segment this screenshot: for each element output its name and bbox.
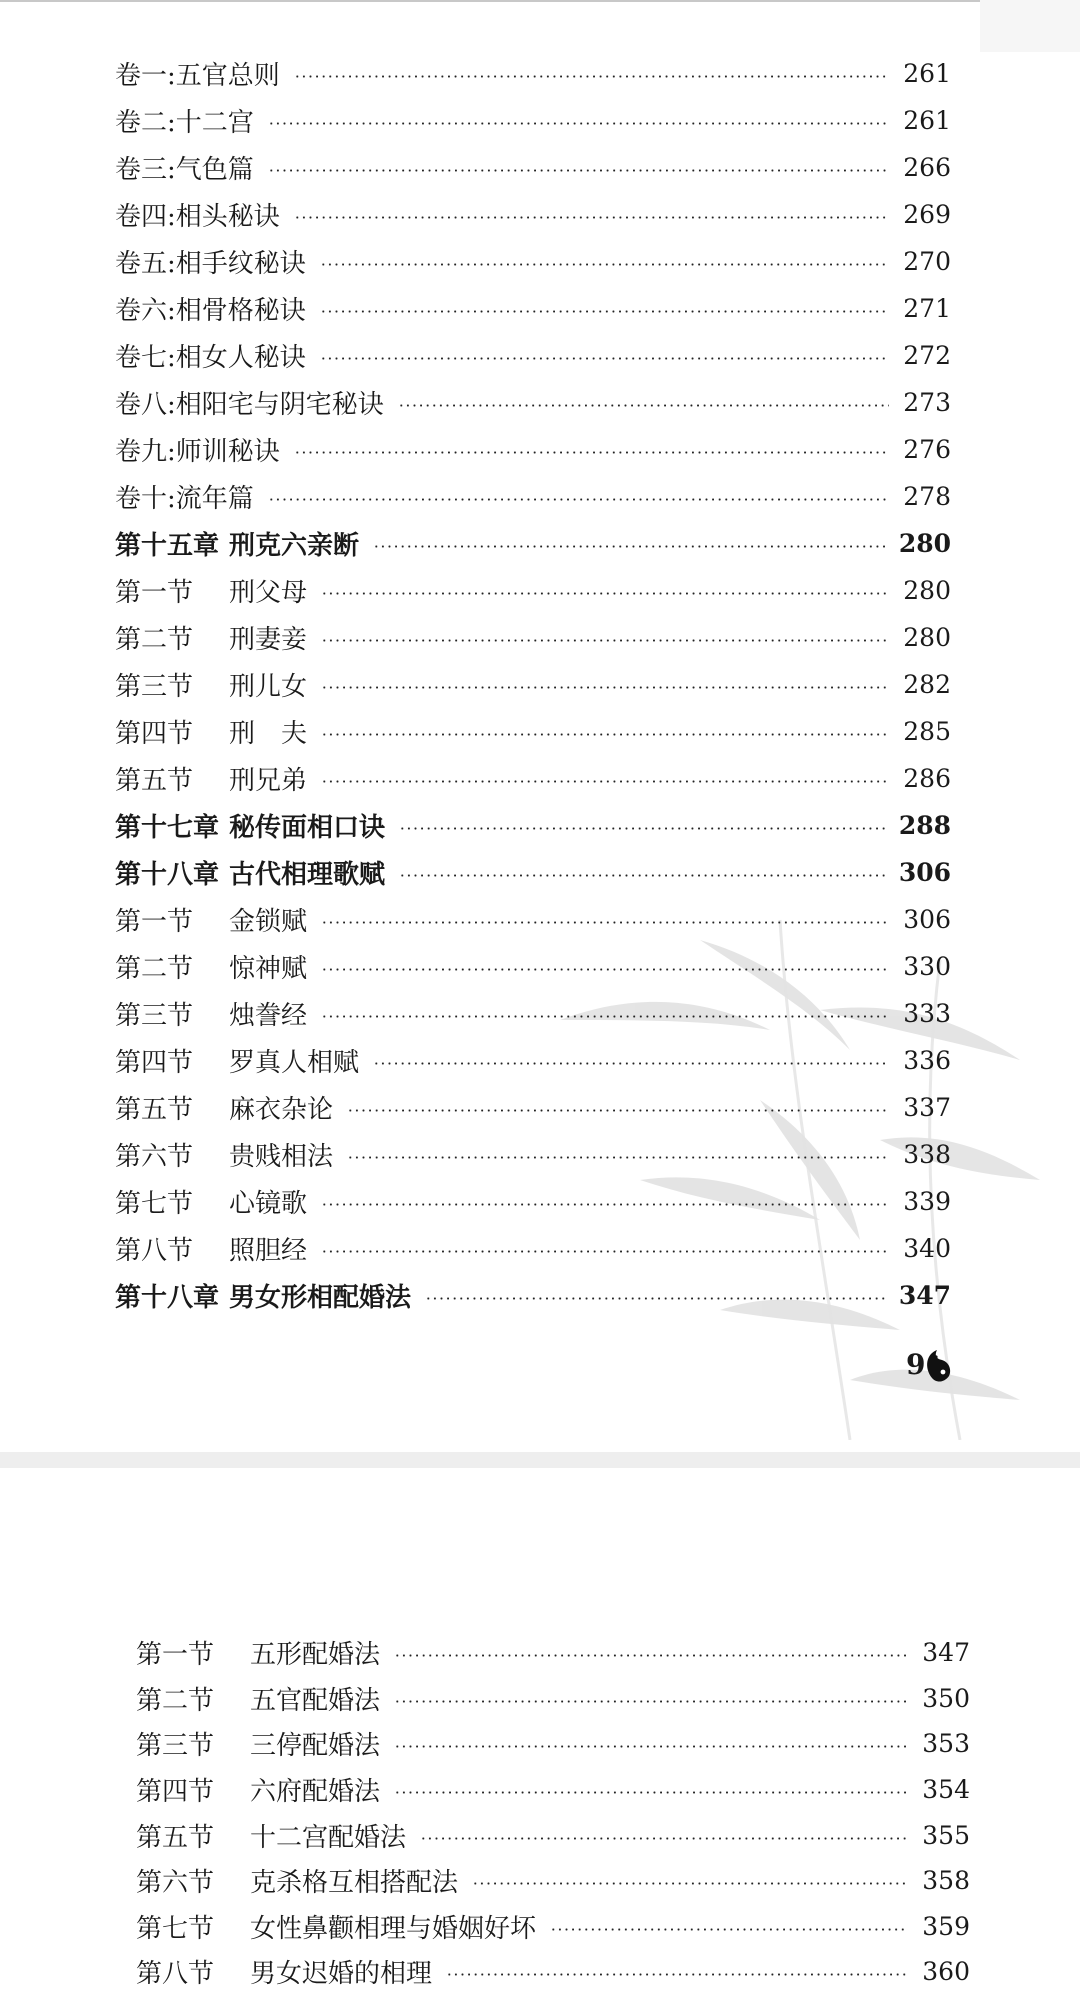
toc-entry-text: 刑 夫 <box>229 719 308 749</box>
toc-entry <box>115 802 951 849</box>
toc-entry-title <box>115 854 385 891</box>
toc-entry-text: 男女形相配婚法 <box>229 1283 412 1313</box>
toc-entry-title <box>115 149 254 186</box>
toc-entry-title <box>136 1680 380 1717</box>
dot-leader <box>268 169 890 172</box>
dot-leader <box>398 404 890 407</box>
toc-entry-page: 278 <box>903 482 951 511</box>
toc-entry-text: 金锁赋 <box>229 907 308 937</box>
toc-entry-label: 第三节 <box>115 1001 194 1031</box>
toc-entry <box>136 1767 970 1813</box>
toc-entry <box>136 1904 970 1950</box>
toc-entry-title <box>115 901 307 938</box>
toc-entry <box>115 1084 951 1131</box>
toc-entry-page: 359 <box>922 1911 970 1941</box>
dot-leader <box>394 1791 908 1794</box>
toc-entry <box>115 332 951 379</box>
dot-leader <box>550 1928 908 1931</box>
toc-entry-page: 288 <box>898 811 951 840</box>
toc-entry <box>115 473 951 520</box>
toc-entry-label: 第二节 <box>136 1685 215 1716</box>
dot-leader <box>373 545 885 548</box>
dot-leader <box>394 1654 908 1657</box>
toc-entry <box>115 1037 951 1084</box>
dot-leader <box>321 780 889 783</box>
toc-entry-label: 第三节 <box>115 672 194 702</box>
toc-entry-text: 卷五:相手纹秘诀 <box>115 249 306 279</box>
toc-entry-page: 355 <box>922 1820 970 1850</box>
toc-entry-text: 麻衣杂论 <box>229 1095 334 1125</box>
toc-page-lower <box>0 1468 1080 1991</box>
toc-entry <box>115 191 951 238</box>
toc-entry-text: 五官配婚法 <box>250 1685 381 1716</box>
dot-leader <box>399 827 885 830</box>
toc-entry-text: 卷八:相阳宅与阴宅秘诀 <box>115 390 384 420</box>
toc-entry-title <box>115 243 306 280</box>
toc-entry-label: 第六节 <box>136 1868 215 1899</box>
dot-leader <box>320 357 890 360</box>
dot-leader <box>373 1062 889 1065</box>
toc-entry <box>115 1178 951 1225</box>
toc-entry-text: 六府配婚法 <box>250 1777 381 1808</box>
toc-entry-title <box>115 384 384 421</box>
toc-entry <box>115 426 951 473</box>
toc-entry-title <box>136 1908 536 1945</box>
toc-entry-text: 惊神赋 <box>229 954 308 984</box>
toc-entry-page: 358 <box>922 1866 970 1896</box>
toc-entry-page: 282 <box>903 670 951 699</box>
toc-entry-label: 第十八章 <box>115 1283 220 1313</box>
dot-leader <box>321 733 889 736</box>
dot-leader <box>268 498 890 501</box>
toc-entry-text: 女性鼻颧相理与婚姻好坏 <box>250 1913 537 1944</box>
toc-entry <box>115 1272 951 1319</box>
dot-leader <box>320 310 890 313</box>
toc-entry-label: 第四节 <box>115 1048 194 1078</box>
toc-entry-label: 第四节 <box>136 1777 215 1808</box>
toc-entry-text: 秘传面相口诀 <box>229 813 386 843</box>
top-border <box>0 0 1000 2</box>
toc-entry-page: 270 <box>903 247 951 276</box>
toc-entry-text: 卷九:师训秘诀 <box>115 437 280 467</box>
toc-entry-label: 第七节 <box>136 1913 215 1944</box>
dot-leader <box>294 75 890 78</box>
dot-leader <box>399 874 885 877</box>
toc-entry-page: 269 <box>903 200 951 229</box>
dot-leader <box>321 968 889 971</box>
toc-entry-text: 古代相理歌赋 <box>229 860 386 890</box>
toc-entry-title <box>115 102 254 139</box>
toc-entry <box>115 238 951 285</box>
toc-entry-label: 第四节 <box>115 719 194 749</box>
toc-entry <box>115 896 951 943</box>
toc-entry-title <box>115 1136 333 1173</box>
toc-entry-page: 273 <box>903 388 951 417</box>
toc-entry-title <box>115 1042 359 1079</box>
page-gap <box>0 1452 1080 1468</box>
toc-entry-text: 克杀格互相搭配法 <box>250 1868 459 1899</box>
toc-entry-page: 339 <box>903 1187 951 1216</box>
toc-entry-title <box>136 1725 380 1762</box>
toc-entry-title <box>115 619 307 656</box>
toc-entry <box>115 849 951 896</box>
toc-entry-page: 280 <box>903 623 951 652</box>
toc-entry-text: 三停配婚法 <box>250 1731 381 1762</box>
toc-entry <box>115 1131 951 1178</box>
toc-entry <box>115 755 951 802</box>
page-number: 9 <box>906 1348 926 1381</box>
toc-entry-title <box>115 525 359 562</box>
dot-leader <box>321 1250 889 1253</box>
toc-entry <box>136 1630 970 1676</box>
toc-entry <box>136 1676 970 1722</box>
toc-entry-page: 347 <box>922 1638 970 1668</box>
toc-entry-text: 照胆经 <box>229 1236 308 1266</box>
toc-entry-text: 十二宫配婚法 <box>250 1822 407 1853</box>
toc-entry-page: 338 <box>903 1140 951 1169</box>
toc-entry-label: 第十五章 <box>115 531 220 561</box>
dot-leader <box>321 1203 889 1206</box>
toc-entry-title <box>136 1817 406 1854</box>
toc-entry-text: 卷三:气色篇 <box>115 155 254 185</box>
dot-leader <box>268 122 890 125</box>
dot-leader <box>321 921 889 924</box>
toc-entry-title <box>115 55 280 92</box>
toc-entry-title <box>115 572 307 609</box>
toc-entry-page: 261 <box>903 59 951 88</box>
toc-entry <box>115 379 951 426</box>
toc-entry-title <box>136 1634 380 1671</box>
toc-entry-title <box>115 1089 333 1126</box>
toc-entry-label: 第八节 <box>136 1959 215 1990</box>
toc-entry <box>136 1812 970 1858</box>
toc-entry-title <box>115 807 385 844</box>
toc-entry-label: 第五节 <box>115 766 194 796</box>
toc-entry-title <box>115 290 306 327</box>
toc-entry-text: 刑妻妾 <box>229 625 308 655</box>
dot-leader <box>446 1973 908 1976</box>
yin-yang-icon <box>922 1348 952 1384</box>
toc-entry-title <box>115 478 254 515</box>
toc-entry-page: 261 <box>903 106 951 135</box>
toc-entry-text: 卷四:相头秘诀 <box>115 202 280 232</box>
toc-entry-page: 276 <box>903 435 951 464</box>
toc-entry-text: 卷一:五官总则 <box>115 61 280 91</box>
toc-entry <box>136 1858 970 1904</box>
toc-entry-page: 280 <box>903 576 951 605</box>
toc-entry-title <box>115 1277 411 1314</box>
toc-entry <box>115 97 951 144</box>
toc-entry-title <box>115 760 307 797</box>
dot-leader <box>294 216 890 219</box>
toc-entry-page: 333 <box>903 999 951 1028</box>
toc-entry-title <box>136 1862 458 1899</box>
dot-leader <box>321 639 889 642</box>
toc-entry <box>115 708 951 755</box>
toc-entry-text: 罗真人相赋 <box>229 1048 360 1078</box>
toc-entry-text: 卷六:相骨格秘诀 <box>115 296 306 326</box>
toc-entry-label: 第五节 <box>115 1095 194 1125</box>
toc-entry-text: 刑兄弟 <box>229 766 308 796</box>
dot-leader <box>420 1837 908 1840</box>
toc-entry-page: 347 <box>898 1281 951 1310</box>
toc-entry <box>136 1721 970 1767</box>
toc-entry-label: 第六节 <box>115 1142 194 1172</box>
toc-entry-label: 第一节 <box>136 1640 215 1671</box>
toc-entry-label: 第十七章 <box>115 813 220 843</box>
dot-leader <box>347 1156 889 1159</box>
toc-entry-page: 330 <box>903 952 951 981</box>
toc-entry <box>115 943 951 990</box>
toc-entry-page: 271 <box>903 294 951 323</box>
toc-entry-label: 第十八章 <box>115 860 220 890</box>
toc-entry-text: 卷七:相女人秘诀 <box>115 343 306 373</box>
toc-entry-label: 第一节 <box>115 907 194 937</box>
toc-entry-title <box>115 1230 307 1267</box>
dot-leader <box>472 1882 908 1885</box>
toc-entry-label: 第五节 <box>136 1822 215 1853</box>
toc-entry-page: 337 <box>903 1093 951 1122</box>
toc-entry-page: 340 <box>903 1234 951 1263</box>
toc-entry-label: 第三节 <box>136 1731 215 1762</box>
toc-entry <box>115 50 951 97</box>
dot-leader <box>394 1745 908 1748</box>
toc-entry-title <box>115 995 307 1032</box>
dot-leader <box>321 1015 889 1018</box>
toc-entry-page: 272 <box>903 341 951 370</box>
toc-entry-text: 五形配婚法 <box>250 1640 381 1671</box>
dot-leader <box>394 1700 908 1703</box>
toc-entry-page: 280 <box>898 529 951 558</box>
dot-leader <box>321 592 889 595</box>
toc-entry-page: 350 <box>922 1683 970 1713</box>
toc-entry-title <box>115 948 307 985</box>
toc-entry-title <box>115 1183 307 1220</box>
toc-entry-page: 360 <box>922 1957 970 1987</box>
dot-leader <box>320 263 890 266</box>
toc-entry-page: 285 <box>903 717 951 746</box>
toc-entry-page: 354 <box>922 1775 970 1805</box>
dot-leader <box>294 451 890 454</box>
toc-entry-label: 第八节 <box>115 1236 194 1266</box>
dot-leader <box>425 1297 885 1300</box>
toc-entry-page: 286 <box>903 764 951 793</box>
toc-entry-label: 第一节 <box>115 578 194 608</box>
toc-entry-page: 306 <box>903 905 951 934</box>
toc-entry-title <box>115 196 280 233</box>
window-corner <box>980 0 1080 52</box>
toc-entry-page: 336 <box>903 1046 951 1075</box>
dot-leader <box>321 686 889 689</box>
toc-entry-label: 第二节 <box>115 954 194 984</box>
toc-entry <box>115 144 951 191</box>
toc-entry <box>115 614 951 661</box>
toc-entry <box>115 520 951 567</box>
toc-entry-text: 刑儿女 <box>229 672 308 702</box>
toc-entry-label: 第二节 <box>115 625 194 655</box>
toc-list-lower <box>136 1630 970 1991</box>
toc-entry-title <box>136 1953 432 1990</box>
toc-entry-page: 266 <box>903 153 951 182</box>
toc-entry <box>136 1949 970 1991</box>
toc-entry-title <box>115 337 306 374</box>
toc-entry-text: 卷十:流年篇 <box>115 484 254 514</box>
toc-entry-label: 第七节 <box>115 1189 194 1219</box>
toc-entry <box>115 567 951 614</box>
toc-entry <box>115 990 951 1037</box>
toc-entry-text: 卷二:十二宫 <box>115 108 254 138</box>
toc-entry-text: 男女迟婚的相理 <box>250 1959 433 1990</box>
toc-entry-text: 烛誊经 <box>229 1001 308 1031</box>
toc-entry <box>115 661 951 708</box>
toc-entry-page: 353 <box>922 1729 970 1759</box>
toc-entry <box>115 285 951 332</box>
toc-entry-title <box>115 713 307 750</box>
toc-entry-page: 306 <box>898 858 951 887</box>
toc-entry-text: 心镜歌 <box>229 1189 308 1219</box>
toc-entry-title <box>115 431 280 468</box>
toc-list-upper <box>115 50 951 1319</box>
dot-leader <box>347 1109 889 1112</box>
toc-entry <box>115 1225 951 1272</box>
toc-entry-title <box>115 666 307 703</box>
toc-entry-text: 贵贱相法 <box>229 1142 334 1172</box>
toc-entry-text: 刑克六亲断 <box>229 531 360 561</box>
toc-entry-title <box>136 1771 380 1808</box>
toc-entry-text: 刑父母 <box>229 578 308 608</box>
